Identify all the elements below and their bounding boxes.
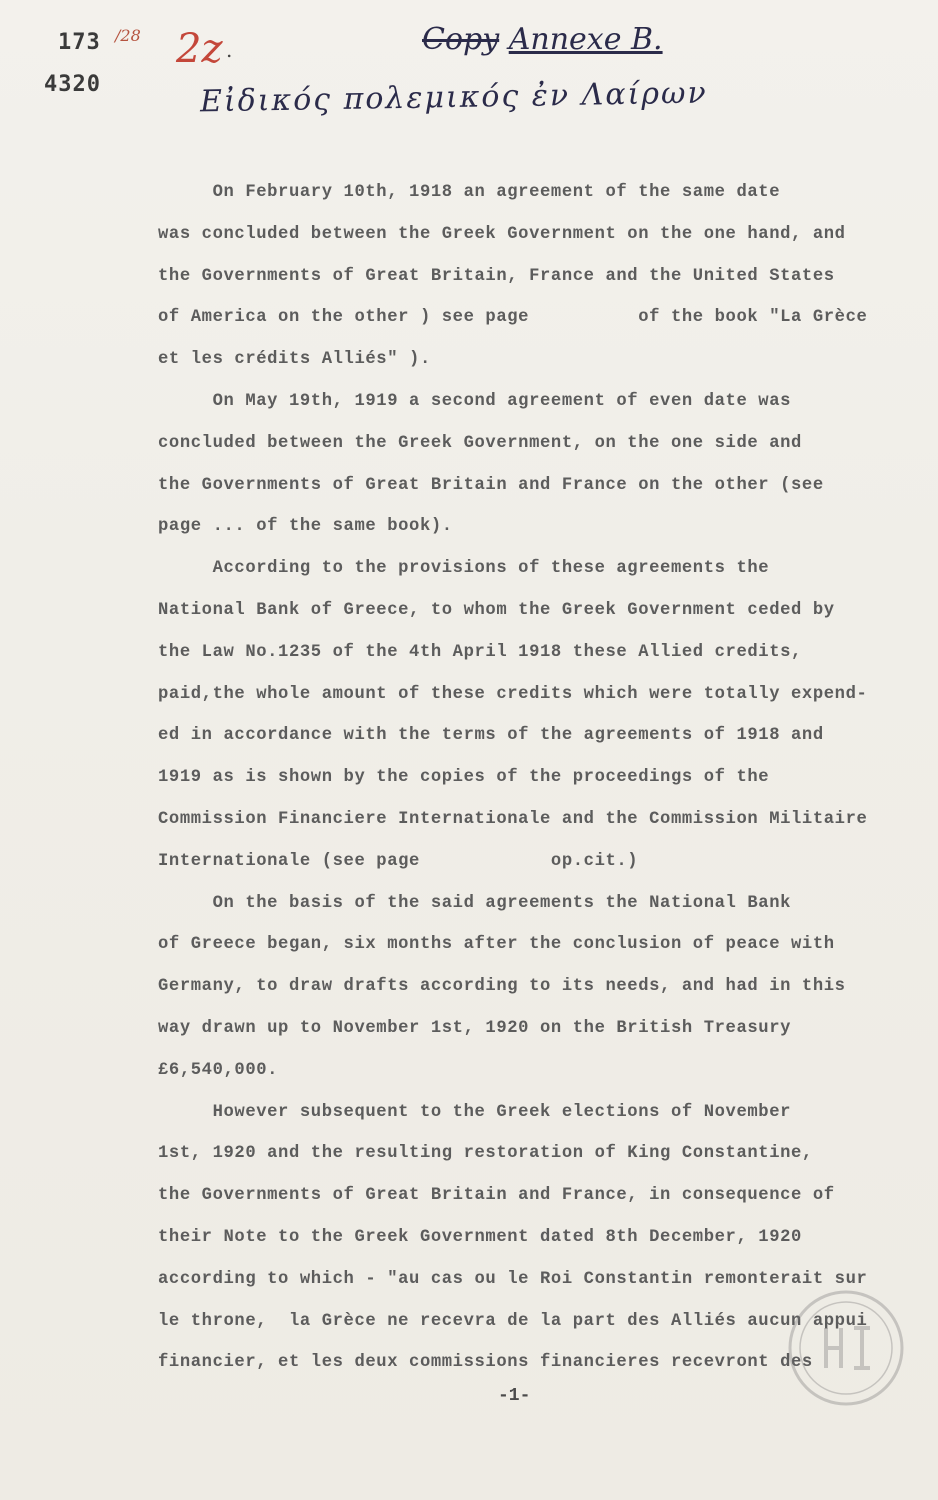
document-line: Commission Financiere Internationale and the Commission Militaire [158, 809, 868, 829]
handwritten-greek-note: Εἰδικός πολεμικός ἐν Λαίρων [199, 75, 708, 120]
document-line: page ... of the same book). [158, 517, 453, 537]
document-line: However subsequent to the Greek elections of November [158, 1102, 792, 1122]
document-line: On February 10th, 1918 an agreement of the same date [158, 183, 781, 202]
document-line: the Governments of Great Britain, France and the United States [158, 266, 835, 286]
document-line: according to which - "au cas ou le Roi Constantin remonterait sur [158, 1269, 868, 1289]
document-line: On May 19th, 1919 a second agreement of even date was [158, 391, 792, 411]
document-line: 1919 as is shown by the copies of the proceedings of the [158, 768, 770, 788]
page-number: -1- [498, 1386, 531, 1406]
document-line: Germany, to draw drafts according to its needs, and had in this [158, 977, 846, 997]
document-line: According to the provisions of these agreements the [158, 559, 770, 579]
document-line: 1st, 1920 and the resulting restoration of King Constantine, [158, 1144, 813, 1164]
document-line: paid,the whole amount of these credits which were totally expend- [158, 684, 868, 704]
archive-ref-number-b: 4320 [44, 72, 101, 97]
document-line: the Governments of Great Britain and France on the other (see [158, 475, 824, 495]
document-line: le throne, la Grèce ne recevra de la part des Alliés aucun appui [158, 1311, 868, 1331]
document-line: On the basis of the said agreements the National Bank [158, 893, 792, 913]
document-line: ed in accordance with the terms of the agreements of 1918 and [158, 726, 824, 746]
copy-word: Copy [422, 22, 500, 57]
document-line: £6,540,000. [158, 1060, 279, 1080]
annex-label: Annexe B. [508, 22, 663, 57]
document-line: of Greece began, six months after the conclusion of peace with [158, 935, 835, 955]
document-line: way drawn up to November 1st, 1920 on the British Treasury [158, 1018, 792, 1038]
archive-ref-number-a: 173 [58, 30, 101, 55]
document-line: the Governments of Great Britain and France, in consequence of [158, 1186, 835, 1206]
handwritten-red-dot: . [226, 38, 233, 62]
document-line: financier, et les deux commissions financieres recevront des [158, 1353, 813, 1373]
document-line: was concluded between the Greek Government on the one hand, and [158, 224, 846, 244]
document-line: their Note to the Greek Government dated 8th December, 1920 [158, 1227, 802, 1247]
document-line: Internationale (see page op.cit.) [158, 851, 639, 871]
document-line: concluded between the Greek Government, on the one side and [158, 433, 802, 453]
archive-seal-icon [786, 1288, 906, 1408]
handwritten-red-number: 2z [176, 26, 223, 72]
archive-ref-suffix: /28 [115, 26, 141, 45]
document-line: of America on the other ) see page of the book "La Grèce [158, 308, 868, 328]
document-line: the Law No.1235 of the 4th April 1918 these Allied credits, [158, 642, 802, 662]
document-line: et les crédits Alliés" ). [158, 350, 431, 370]
document-body [158, 172, 938, 1384]
handwritten-annex-label [422, 22, 663, 57]
document-line: National Bank of Greece, to whom the Greek Government ceded by [158, 600, 835, 620]
